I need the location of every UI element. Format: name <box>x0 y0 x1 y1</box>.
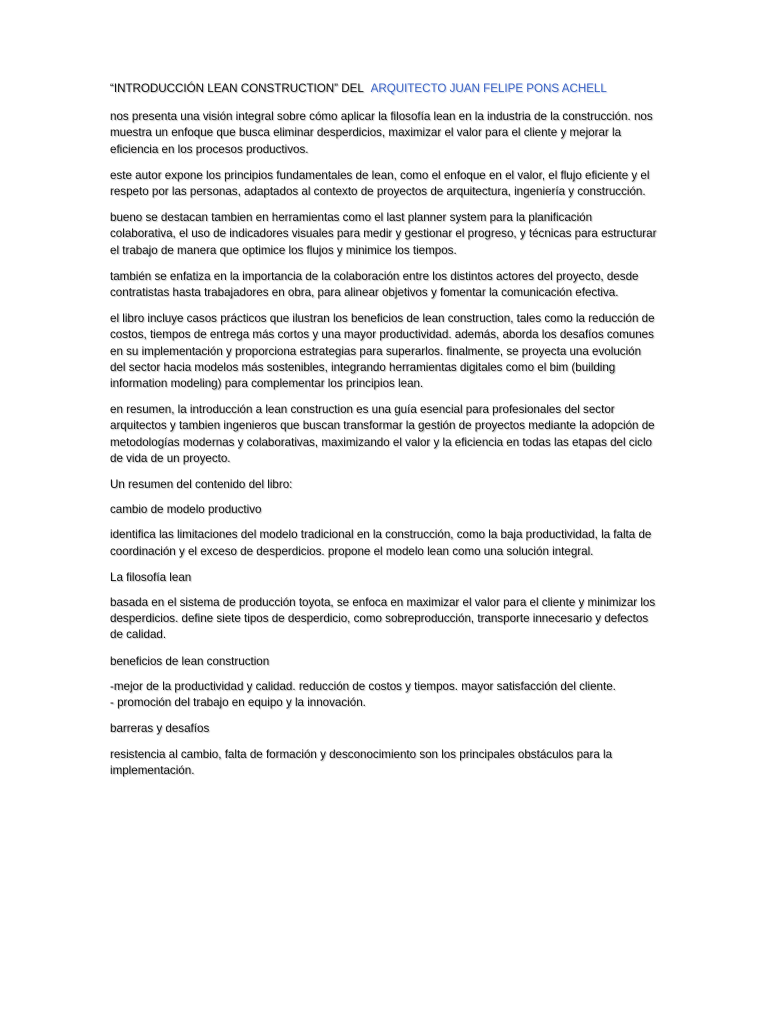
paragraph-conclusion: en resumen, la introducción a lean construction es una guía esencial para profesionales del sector arquitectos y tambien ingenieros que buscan transformar la gestión de proyectos mediante la adopción de metodologías modernas y colaborativas, maximizando el valor y la eficiencia en todas las etapas del ciclo de vida de un proyecto. <box>110 403 655 465</box>
section-heading-productive-model: cambio de modelo productivo <box>110 503 262 517</box>
author-name: ARQUITECTO JUAN FELIPE PONS ACHELL <box>370 82 607 95</box>
paragraph-case-studies: el libro incluye casos prácticos que ilustran los beneficios de lean construction, tales como la reducción de costos, tiempos de entrega más cortos y una mayor productividad. además, aborda los desafíos comunes en su implementación y proporciona estrategias para superarlos. finalmente, se proyecta una evolución del sector hacia modelos más sostenibles, integrando herramientas digitales como el bim (building information modeling) para complementar los principios lean. <box>110 312 655 391</box>
section-heading-lean-philosophy: La filosofía lean <box>110 570 192 584</box>
benefit-line: -mejor de la productividad y calidad. reducción de costos y tiempos. mayor satisfacción del cliente. <box>110 679 616 693</box>
document-title <box>110 81 658 97</box>
paragraph-principles: este autor expone los principios fundamentales de lean, como el enfoque en el valor, el flujo eficiente y el respeto por las personas, adaptados al contexto de proyectos de arquitectura, ingeniería y construcción. <box>110 168 650 199</box>
paragraph-collaboration: también se enfatiza en la importancia de la colaboración entre los distintos actores del proyecto, desde contratistas hasta trabajadores en obra, para alinear objetivos y fomentar la comunicación efectiva. <box>110 269 639 300</box>
paragraph-tools: bueno se destacan tambien en herramientas como el last planner system para la planificación colaborativa, el uso de indicadores visuales para medir y gestionar el progreso, y técnicas para estructurar el trabajo de manera que optimice los flujos y minimice los tiempos. <box>110 211 657 257</box>
paragraph-intro: nos presenta una visión integral sobre cómo aplicar la filosofía lean en la industria de la construcción. nos muestra un enfoque que busca eliminar desperdicios, maximizar el valor para el cliente y mejorar la eficiencia en los procesos productivos. <box>110 110 653 156</box>
section-body-productive-model: identifica las limitaciones del modelo tradicional en la construcción, como la baja productividad, la falta de coordinación y el exceso de desperdicios. propone el modelo lean como una solución integral. <box>110 528 652 558</box>
title-prefix: “INTRODUCCIÓN LEAN CONSTRUCTION” DEL <box>110 82 364 95</box>
summary-intro: Un resumen del contenido del libro: <box>110 478 293 492</box>
section-heading-barriers: barreras y desafíos <box>110 722 210 736</box>
section-body-benefits <box>110 679 658 711</box>
section-heading-benefits: beneficios de lean construction <box>110 654 270 668</box>
benefit-line: - promoción del trabajo en equipo y la innovación. <box>110 696 366 710</box>
document-body <box>110 81 658 789</box>
section-body-barriers: resistencia al cambio, falta de formación y desconocimiento son los principales obstáculos para la implementación. <box>110 747 613 777</box>
section-body-lean-philosophy: basada en el sistema de producción toyota, se enfoca en maximizar el valor para el cliente y minimizar los desperdicios. define siete tipos de desperdicio, como sobreproducción, transporte innecesario y defectos de calidad. <box>110 596 656 642</box>
